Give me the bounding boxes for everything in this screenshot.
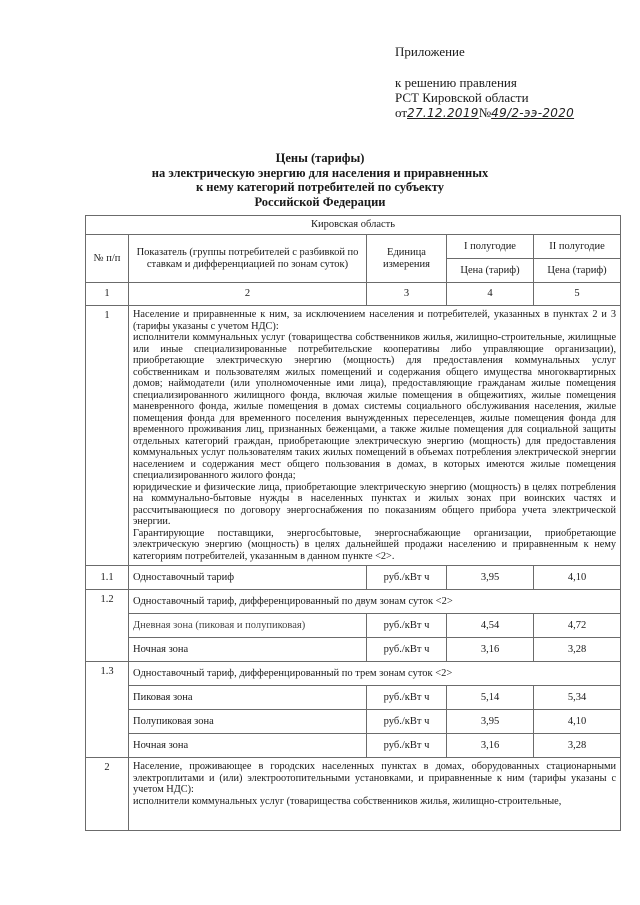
row-unit: руб./кВт ч — [367, 710, 447, 734]
table-row — [86, 590, 621, 614]
row-label: Ночная зона — [129, 734, 367, 758]
title-line-3: к нему категорий потребителей по субъекту — [195, 180, 445, 194]
header-unit: Единица измерения — [367, 235, 447, 283]
header-half-2: II полугодие — [534, 235, 621, 259]
table-row — [86, 614, 621, 638]
row-label: Ночная зона — [129, 638, 367, 662]
section-paragraph: исполнители коммунальных услуг (товарищества собственников жилья, жилищно-строительные, — [133, 795, 562, 807]
decision-date: 27.12.2019 — [407, 106, 479, 120]
column-number: 5 — [534, 283, 621, 306]
decision-line-1: к решению правления — [395, 75, 517, 90]
section-paragraph: Население, проживающее в городских населенных пунктах в домах, оборудованных стационарными электроплитами и (или) электроотопительными установками, и приравненные к ним (тарифы указаны с учетом НДС): — [133, 761, 617, 795]
row-price-h1: 3,95 — [447, 566, 534, 590]
column-number-row — [86, 283, 621, 306]
region-row — [86, 216, 621, 235]
row-price-h2: 3,28 — [534, 638, 621, 662]
header-half-1: I полугодие — [447, 235, 534, 259]
header-price-2: Цена (тариф) — [534, 259, 621, 283]
row-unit: руб./кВт ч — [367, 614, 447, 638]
section-1-row — [86, 306, 621, 566]
column-number: 4 — [447, 283, 534, 306]
title-line-2: на электрическую энергию для населения и приравненных — [151, 165, 489, 180]
row-price-h2: 4,10 — [534, 566, 621, 590]
section-1-description — [129, 306, 621, 566]
table-row — [86, 638, 621, 662]
row-unit: руб./кВт ч — [367, 686, 447, 710]
table-row — [86, 686, 621, 710]
table-row — [86, 710, 621, 734]
row-price-h1: 3,16 — [447, 734, 534, 758]
row-unit: руб./кВт ч — [367, 566, 447, 590]
row-label: Одноставочный тариф — [129, 566, 367, 590]
row-label: Пиковая зона — [129, 686, 367, 710]
row-price-h1: 4,54 — [447, 614, 534, 638]
table-row — [86, 662, 621, 686]
decision-number: 49/2-ээ-2020 — [491, 106, 575, 120]
section-index: 2 — [86, 758, 129, 831]
date-prefix: от — [395, 105, 408, 120]
section-2-description — [129, 758, 621, 831]
column-number: 1 — [86, 283, 129, 306]
header-indicator: Показатель (группы потребителей с разбивкой по ставкам и дифференциацией по зонам суток) — [129, 235, 367, 283]
row-label: Одноставочный тариф, дифференцированный по двум зонам суток <2> — [129, 590, 621, 614]
decision-date-line — [395, 105, 574, 121]
table-row — [86, 734, 621, 758]
column-number: 2 — [129, 283, 367, 306]
row-price-h2: 4,72 — [534, 614, 621, 638]
section-paragraph: юридические и физические лица, приобретающие электрическую энергию (мощность) в целях потребления на коммунально-бытовые нужды в населенных пунктах и жилых зонах при воинских частях и рассчитывающиеся по договору энергоснабжения по показаниям общего прибора учета электрической энергии. — [133, 481, 617, 527]
row-label: Одноставочный тариф, дифференцированный по трем зонам суток <2> — [129, 662, 621, 686]
document-title — [0, 151, 640, 209]
appendix-label: Приложение — [395, 44, 465, 59]
decision-line-2: РСТ Кировской области — [395, 90, 529, 105]
section-paragraph: исполнители коммунальных услуг (товарищества собственников жилья, жилищно-строительные, жилищные или иные специализированные потребительские кооперативы либо управляющие организации), приобретающие электрическую энергию (мощность) для предоставления коммунальных услуг собственникам и пользователям жилых помещений и содержания общего имущества многоквартирных домов; наймодатели (или уполномоченные ими лица), предоставляющие гражданам жилые помещения специализированного жилищного фонда, включая жилые помещения в общежитиях, жилые помещения маневренного фонда, жилые помещения в домах системы социального обслуживания населения, жилые помещения фонда для временного поселения вынужденных переселенцев, жилые помещения фонда для временного проживания лиц, признанных беженцами, а также жилые помещения для социальной защиты отдельных категорий граждан, приобретающие электрическую энергию (мощность) для предоставления коммунальных услуг пользователям таких жилых помещений в объемах потребления электрической энергии населением и содержания мест общего пользования в домах, в которых имеются жилые помещения специализированного жилого фонда; — [133, 332, 617, 481]
row-label: Дневная зона (пиковая и полупиковая) — [129, 614, 367, 638]
title-line-4: Российской Федерации — [254, 194, 386, 209]
table-row — [86, 566, 621, 590]
row-price-h2: 3,28 — [534, 734, 621, 758]
row-price-h1: 5,14 — [447, 686, 534, 710]
row-price-h1: 3,16 — [447, 638, 534, 662]
section-paragraph: Гарантирующие поставщики, энергосбытовые, энергоснабжающие организации, приобретающие электрическую энергию (мощность) в целях дальнейшей продажи населению и приравненным к нему категориям потребителей, указанным в данном пункте <2>. — [133, 527, 617, 562]
row-index: 1.3 — [86, 662, 129, 758]
title-line-1: Цены (тарифы) — [275, 151, 365, 165]
region-name: Кировская область — [86, 216, 621, 235]
header-row — [86, 235, 621, 259]
header-price-1: Цена (тариф) — [447, 259, 534, 283]
section-paragraph: Население и приравненные к ним, за исключением населения и потребителей, указанных в пунктах 2 и 3 (тарифы указаны с учетом НДС): — [133, 309, 617, 332]
row-index: 1.2 — [86, 590, 129, 662]
row-price-h1: 3,95 — [447, 710, 534, 734]
section-2-row — [86, 758, 621, 831]
row-label: Полупиковая зона — [129, 710, 367, 734]
row-unit: руб./кВт ч — [367, 734, 447, 758]
tariff-table — [85, 215, 621, 831]
row-unit: руб./кВт ч — [367, 638, 447, 662]
row-price-h2: 4,10 — [534, 710, 621, 734]
section-index: 1 — [86, 306, 129, 566]
header-index: № п/п — [86, 235, 129, 283]
number-prefix: № — [478, 105, 492, 120]
row-index: 1.1 — [86, 566, 129, 590]
column-number: 3 — [367, 283, 447, 306]
row-price-h2: 5,34 — [534, 686, 621, 710]
appendix-header — [395, 44, 574, 121]
